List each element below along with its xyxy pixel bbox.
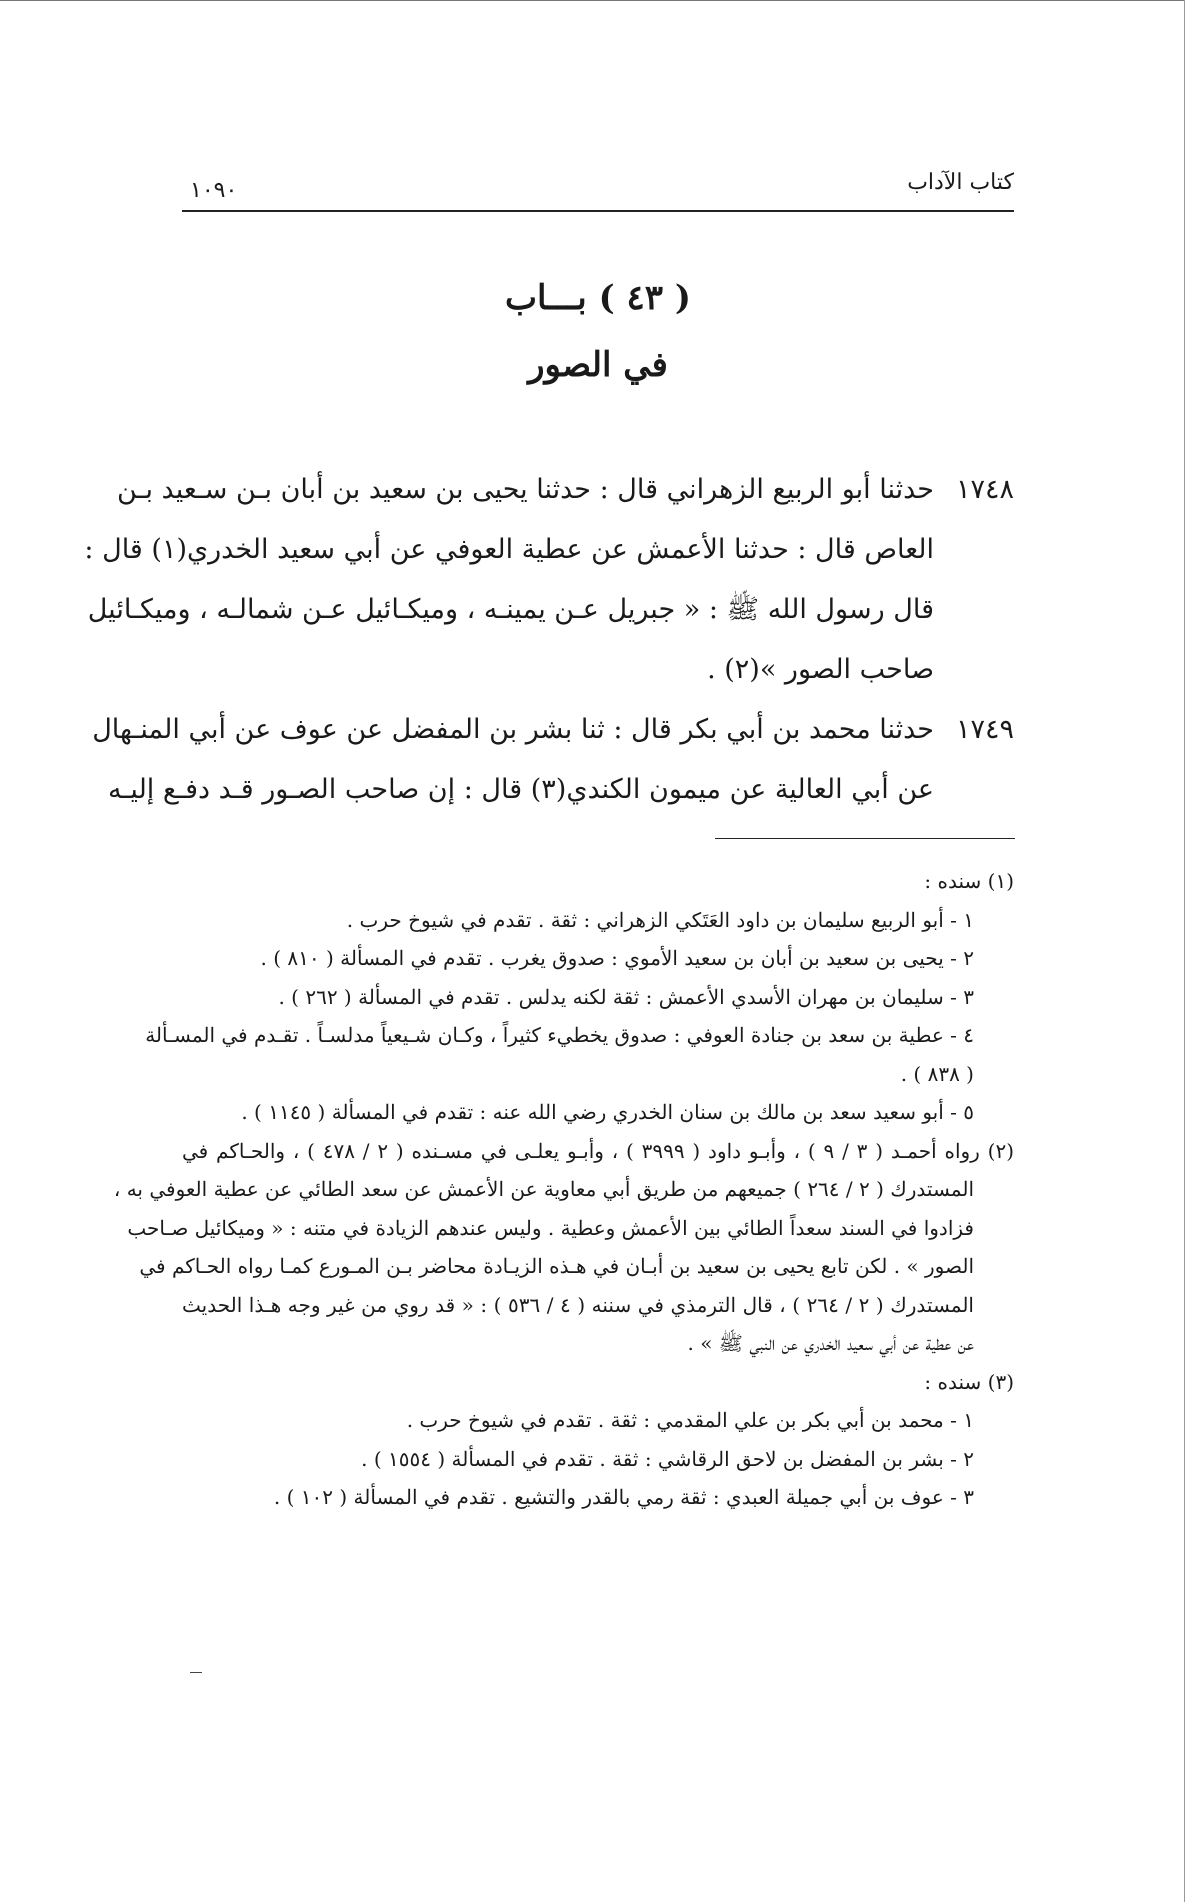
footnote-1-item: ١ - أبو الربيع سليمان بن داود العَتَكي الزهراني : ثقة . تقدم في شيوخ حرب .	[346, 907, 974, 932]
footnote-2-line: (٢) رواه أحمـد ( ٣ / ٩ ) ، وأبـو داود ( ٣٩٩٩ ) ، وأبـو يعلـى في مسـنده ( ٢ / ٤٧٨ ) ، والحـاكم في	[182, 1138, 1014, 1163]
footnote-2-line: عن عطية عن أبي سعيد الخدري عن النبي ﷺ » .	[687, 1331, 974, 1355]
footnote-3-item: ٣ - عوف بن أبي جميلة العبدي : ثقة رمي بالقدر والتشيع . تقدم في المسألة ( ١٠٢ ) .	[273, 1485, 974, 1509]
footnotes	[113, 862, 1014, 1517]
page-header	[182, 160, 1014, 210]
footnote-2-line: المستدرك ( ٢ / ٢٦٤ ) جميعهم من طريق أبي معاوية عن الأعمش عن سعد الطائي عن عطية العوفي به ،	[113, 1177, 974, 1201]
footnote-1-item: ٤ - عطية بن سعد بن جنادة العوفي : صدوق يخطيء كثيراً ، وكـان شـيعياً مدلسـاً . تقـدم في المسـألة	[145, 1023, 974, 1047]
footnote-1-item: ٢ - يحيى بن سعيد بن أبان بن سعيد الأموي : صدوق يغرب . تقدم في المسألة ( ٨١٠ ) .	[260, 946, 974, 970]
hadith-line: قال رسول الله ﷺ : « جبريل عـن يمينـه ، وميكـائيل عـن شمالـه ، وميكـائيل	[87, 594, 934, 625]
hadith-line: صاحب الصور »(٢) .	[707, 654, 934, 685]
hadith-number: ١٧٤٨	[955, 474, 1014, 505]
footnote-2-line: الصور » . لكن تابع يحيى بن سعيد بن أبـان في هـذه الزيـادة محاضر بـن المـورع كمـا رواه الحـاكم في	[139, 1254, 974, 1278]
footnote-3-item: ٢ - بشر بن المفضل بن لاحق الرقاشي : ثقة . تقدم في المسألة ( ١٥٥٤ ) .	[361, 1446, 974, 1471]
margin-mark	[190, 1672, 202, 1673]
hadith-line	[92, 700, 1014, 760]
footnote-rule	[715, 838, 1015, 839]
footnote-3-title: (٣) سنده :	[924, 1369, 1014, 1394]
hadith-1749	[92, 700, 1014, 820]
footnote-1-item: ٣ - سليمان بن مهران الأسدي الأعمش : ثقة لكنه يدلس . تقدم في المسألة ( ٢٦٢ ) .	[278, 984, 974, 1009]
chapter-heading: ( ٤٣ ) بـــاب	[505, 278, 691, 318]
hadith-line	[116, 460, 1014, 520]
hadith-text: حدثنا أبو الربيع الزهراني قال : حدثنا يحيى بن سعيد بن أبان بـن سـعيد بـن	[116, 474, 934, 505]
footnote-1-item: ٥ - أبو سعيد سعد بن مالك بن سنان الخدري رضي الله عنه : تقدم في المسألة ( ١١٤٥ ) .	[241, 1100, 974, 1124]
hadith-line: العاص قال : حدثنا الأعمش عن عطية العوفي عن أبي سعيد الخدري(١) قال :	[84, 534, 934, 565]
page-number: ١٠٩٠	[190, 178, 238, 203]
hadith-number: ١٧٤٩	[955, 714, 1014, 745]
header-rule	[182, 210, 1014, 212]
footnote-3-item: ١ - محمد بن أبي بكر بن علي المقدمي : ثقة . تقدم في شيوخ حرب .	[406, 1408, 974, 1432]
hadith-1748	[84, 460, 1014, 700]
hadith-line: عن أبي العالية عن ميمون الكندي(٣) قال : إن صاحب الصـور قـد دفـع إليـه	[108, 774, 934, 805]
footnote-1-item: ( ٨٣٨ ) .	[900, 1061, 974, 1086]
chapter-subtitle: في الصور	[528, 345, 668, 385]
scan-top-edge	[0, 0, 1185, 1]
footnote-2-line: المستدرك ( ٢ / ٢٦٤ ) ، قال الترمذي في سننه ( ٤ / ٥٣٦ ) : « قد روي من غير وجه هـذا الحديث	[182, 1292, 974, 1317]
hadith-text: حدثنا محمد بن أبي بكر قال : ثنا بشر بن المفضل عن عوف عن أبي المنـهال	[92, 714, 934, 745]
footnote-2-line: فزادوا في السند سعداً الطائي بين الأعمش وعطية . وليس عندهم الزيادة في متنه : « وميكائيل صـاحب	[127, 1215, 974, 1240]
footnote-1-title: (١) سنده :	[924, 869, 1014, 893]
running-title: كتاب الآداب	[907, 170, 1014, 195]
